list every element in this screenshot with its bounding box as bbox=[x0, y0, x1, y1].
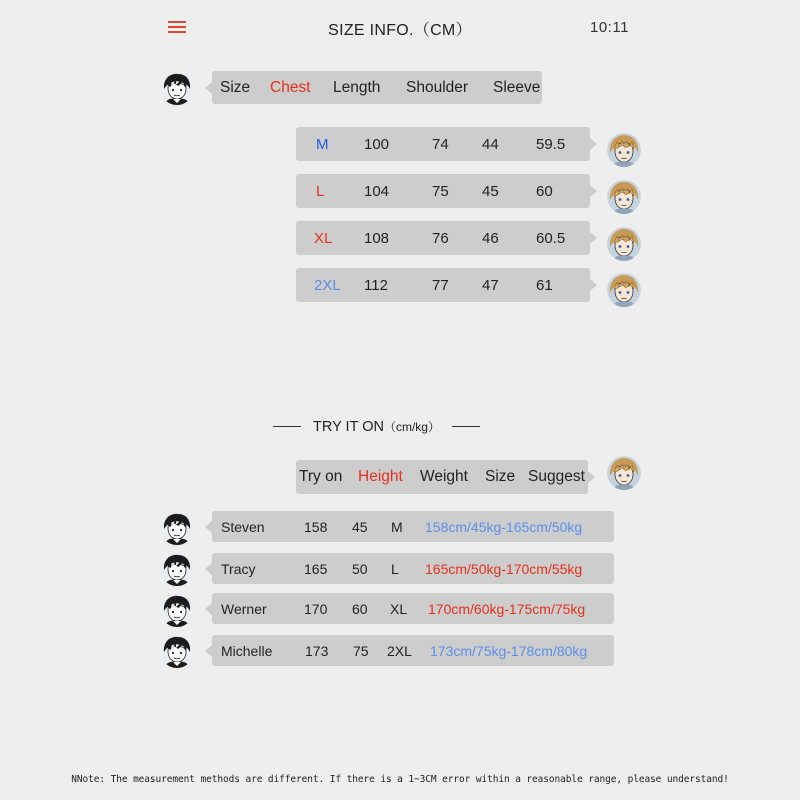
chest-value: 104 bbox=[364, 182, 390, 200]
tryon-table-header bbox=[296, 460, 588, 494]
size-label: 2XL bbox=[314, 276, 341, 294]
tryon-name: Werner bbox=[221, 600, 267, 617]
sleeve-value: 61 bbox=[536, 276, 553, 294]
dark-hair-avatar-icon bbox=[160, 552, 194, 586]
tryon-section-title bbox=[273, 416, 480, 436]
tryon-suggest: 158cm/45kg-165cm/50kg bbox=[425, 518, 583, 535]
tryon-weight: 50 bbox=[352, 560, 368, 577]
sleeve-value: 59.5 bbox=[536, 135, 566, 153]
chest-value: 108 bbox=[364, 229, 390, 247]
tryon-height: 170 bbox=[304, 600, 328, 617]
sleeve-value: 60 bbox=[536, 182, 553, 200]
blonde-avatar-icon bbox=[607, 133, 641, 167]
tryon-row bbox=[212, 553, 614, 584]
length-value: 74 bbox=[432, 135, 449, 153]
tryon-row bbox=[212, 635, 614, 666]
header-size: Size bbox=[220, 78, 251, 96]
header-try-on: Try on bbox=[299, 468, 343, 485]
tryon-size: M bbox=[391, 518, 403, 535]
tryon-suggest: 165cm/50kg-170cm/55kg bbox=[425, 560, 583, 577]
tryon-name: Steven bbox=[221, 518, 265, 535]
blonde-avatar-icon bbox=[607, 180, 641, 214]
size-label: M bbox=[316, 135, 329, 153]
header-chest: Chest bbox=[270, 78, 311, 96]
shoulder-value: 45 bbox=[482, 182, 499, 200]
size-table-header bbox=[212, 71, 542, 104]
header-size: Size bbox=[485, 468, 516, 485]
tryon-row bbox=[212, 511, 614, 542]
tryon-size: XL bbox=[390, 600, 408, 617]
size-row bbox=[296, 174, 590, 208]
dark-hair-avatar-icon bbox=[160, 593, 194, 627]
blonde-avatar-icon bbox=[607, 273, 641, 307]
header-suggest: Suggest bbox=[528, 468, 585, 485]
tryon-name: Michelle bbox=[221, 642, 273, 659]
shoulder-value: 47 bbox=[482, 276, 499, 294]
tryon-suggest: 173cm/75kg-178cm/80kg bbox=[430, 642, 588, 659]
dark-hair-avatar-icon bbox=[160, 511, 194, 545]
page-title: SIZE INFO.（CM） bbox=[328, 22, 472, 39]
blonde-avatar-icon bbox=[607, 227, 641, 261]
status-time: 10:11 bbox=[590, 19, 629, 36]
tryon-height: 173 bbox=[305, 642, 329, 659]
divider-line bbox=[273, 426, 301, 427]
tryon-weight: 45 bbox=[352, 518, 368, 535]
tryon-size: L bbox=[391, 560, 399, 577]
size-row bbox=[296, 127, 590, 161]
tryon-weight: 75 bbox=[353, 642, 369, 659]
tryon-suggest: 170cm/60kg-175cm/75kg bbox=[428, 600, 586, 617]
size-label: L bbox=[316, 182, 325, 200]
divider-line bbox=[452, 426, 480, 427]
size-row bbox=[296, 268, 590, 302]
tryon-row bbox=[212, 593, 614, 624]
size-label: XL bbox=[314, 229, 333, 247]
length-value: 76 bbox=[432, 229, 449, 247]
shoulder-value: 44 bbox=[482, 135, 499, 153]
length-value: 75 bbox=[432, 182, 449, 200]
header-height: Height bbox=[358, 468, 403, 485]
tryon-weight: 60 bbox=[352, 600, 368, 617]
shoulder-value: 46 bbox=[482, 229, 499, 247]
tryon-height: 165 bbox=[304, 560, 328, 577]
header-shoulder: Shoulder bbox=[406, 78, 469, 96]
size-row bbox=[296, 221, 590, 255]
length-value: 77 bbox=[432, 276, 449, 294]
tryon-size: 2XL bbox=[387, 642, 412, 659]
sleeve-value: 60.5 bbox=[536, 229, 566, 247]
header-weight: Weight bbox=[420, 468, 468, 485]
blonde-avatar-icon bbox=[607, 456, 641, 490]
header-sleeve: Sleeve bbox=[493, 78, 541, 96]
tryon-title-text: TRY IT ON bbox=[313, 418, 384, 435]
header-length: Length bbox=[333, 78, 381, 96]
chest-value: 112 bbox=[364, 276, 388, 294]
chest-value: 100 bbox=[364, 135, 390, 153]
footnote: NNote: The measurement methods are different. If there is a 1~3CM error within a reasonable range, please understand! bbox=[71, 774, 729, 785]
tryon-height: 158 bbox=[304, 518, 328, 535]
tryon-name: Tracy bbox=[221, 560, 256, 577]
tryon-unit: （cm/kg） bbox=[383, 419, 440, 434]
dark-hair-avatar-icon bbox=[160, 634, 194, 668]
dark-hair-avatar-icon bbox=[160, 71, 194, 105]
